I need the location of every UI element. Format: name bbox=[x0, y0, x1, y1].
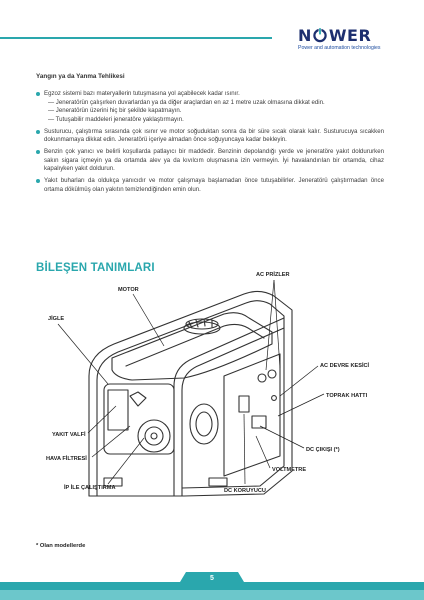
logo-wordmark bbox=[298, 26, 408, 44]
components-heading: BİLEŞEN TANIMLARI bbox=[36, 262, 155, 274]
label-dc-koruyucu: DC KORUYUCU bbox=[224, 488, 266, 494]
npower-logo bbox=[298, 26, 408, 51]
bullet-subitem: — Jeneratörün üzerini hiç bir şekilde kapatmayın. bbox=[48, 107, 182, 115]
bullet-dot-icon bbox=[36, 130, 40, 134]
bullet-item bbox=[36, 128, 384, 145]
label-ip-ile-calistirma: İP İLE ÇALIŞTIRMA bbox=[64, 485, 116, 491]
label-voltmetre: VOLTMETRE bbox=[272, 467, 307, 473]
header-rule bbox=[0, 37, 272, 39]
bullet-dot-icon bbox=[36, 92, 40, 96]
label-ac-devre-kesici: AC DEVRE KESİCİ bbox=[320, 363, 370, 369]
logo-power-icon bbox=[312, 27, 328, 43]
label-dc-cikisi: DC ÇIKIŞI (*) bbox=[306, 447, 340, 453]
generator-diagram bbox=[34, 266, 396, 506]
logo-tagline: Power and automation technologies bbox=[298, 45, 381, 51]
hazard-list bbox=[36, 90, 384, 197]
logo-letter-n: N bbox=[298, 25, 312, 45]
bullet-dot-icon bbox=[36, 150, 40, 154]
bullet-text: Benzin çok yanıcı ve belirli koşullarda patlayıcı bir maddedir. Benzinin depolandığı yerde ve jeneratöre yakıt doldururken sakın sigara içmeyin ya da ortamda alev ya da kıvılcım oluşmasına izin vermeyin. İyi havalandırılan bir ortamda, cihaz kapalıyken yakıt doldurun. bbox=[44, 147, 384, 173]
label-yakit-valfi: YAKIT VALFİ bbox=[52, 432, 86, 438]
bullet-dot-icon bbox=[36, 179, 40, 183]
logo-letters-wer: WER bbox=[328, 25, 372, 45]
label-motor: MOTOR bbox=[118, 287, 139, 293]
footer-band bbox=[0, 568, 424, 600]
bullet-text: Egzoz sistemi bazı materyallerin tutuşmasına yol açabilecek kadar ısınır. bbox=[44, 90, 240, 97]
bullet-text: Susturucu, çalıştırma sırasında çok ısınır ve motor soğuduktan sonra da bir süre sıcak olarak kalır. Susturucuya sıcakken dokunmamaya dikkat edin. Jeneratörü içeriye almadan önce soğuyuncaya kadar bekleyin. bbox=[44, 127, 384, 144]
bullet-item bbox=[36, 148, 384, 174]
section-title: Yangın ya da Yanma Tehlikesi bbox=[36, 73, 125, 80]
label-ac-prizler: AC PRİZLER bbox=[256, 272, 290, 278]
label-jigle: JİGLE bbox=[48, 316, 65, 322]
bullet-subitem: — Jeneratörün çalışırken duvarlardan ya da diğer araçlardan en az 1 metre uzak olmasına dikkat edin. bbox=[48, 98, 325, 106]
bullet-item bbox=[36, 90, 384, 124]
bullet-text: Yakıt buharları da oldukça yanıcıdır ve motor çalışmaya başlamadan önce tutuşabilirler. Jeneratörü çalıştırmadan önce ortama dökülmüş olan yakıtın temizlendiğinden emin olun. bbox=[44, 176, 384, 193]
bullet-item bbox=[36, 177, 384, 194]
footnote: * Olan modellerde bbox=[36, 543, 86, 549]
label-toprak-hatti: TOPRAK HATTI bbox=[326, 393, 368, 399]
page-number: 5 bbox=[210, 575, 214, 582]
label-hava-filtresi: HAVA FİLTRESİ bbox=[46, 456, 87, 462]
bullet-subitem: — Tutuşabilir maddeleri jeneratöre yaklaştırmayın. bbox=[48, 115, 184, 123]
